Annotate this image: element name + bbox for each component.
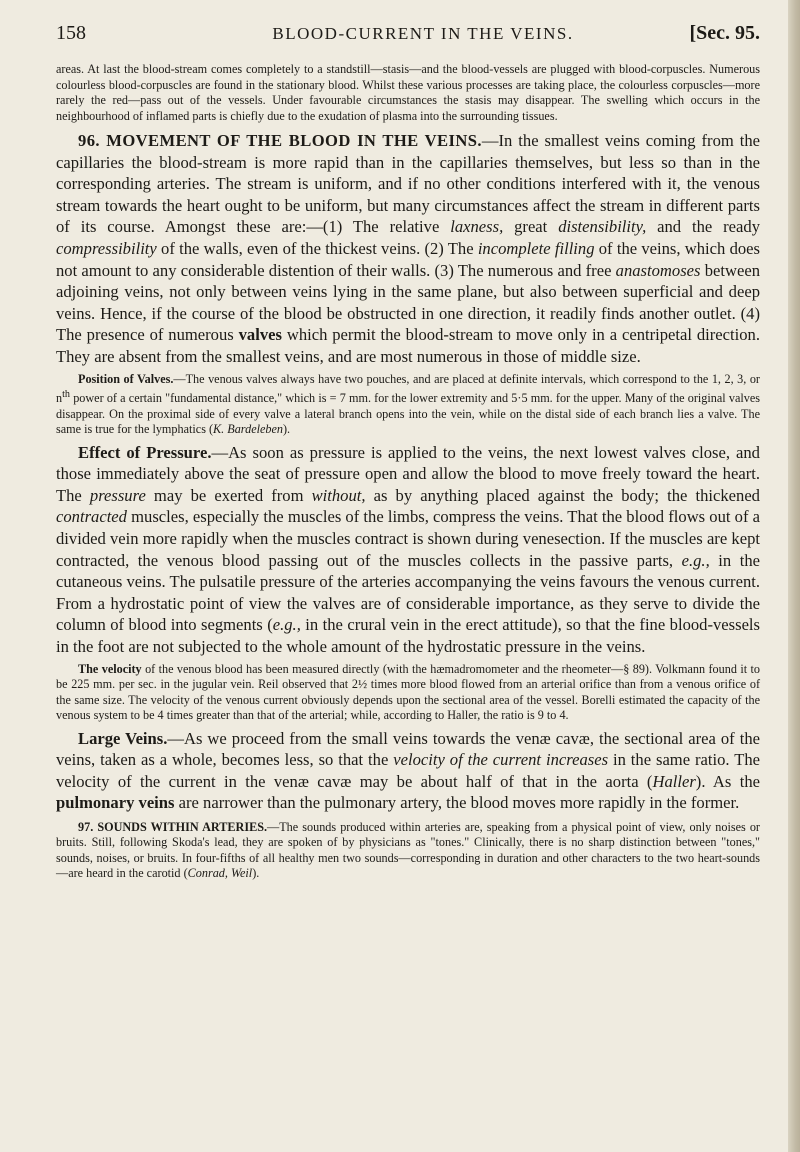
- large-veins-paragraph: Large Veins.—As we proceed from the small veins towards the venæ cavæ, the sectional area of the veins, taken as a whole, becomes less, so that the velocity of the current increases in the same ratio. The velocity of the current in the venæ cavæ may be about half of that in the aorta (Haller). As the pulmonary veins are narrower than the pulmonary artery, the blood moves more rapidly in the former.: [56, 728, 760, 813]
- paragraph-stasis: areas. At last the blood-stream comes completely to a standstill—stasis—and the blood-vessels are plugged with blood-corpuscles. Numerous colourless blood-corpuscles are found in the stationary blood. Whilst these various processes are taking place, the colourless corpuscles—more rarely the red—pass out of the vessels. Under favourable circumstances the stasis may disappear. The swelling which occurs in the neighbourhood of inflamed parts is chiefly due to the exudation of plasma into the surrounding tissues.: [56, 62, 760, 123]
- section-97-heading: 97. SOUNDS WITHIN ARTERIES.: [78, 819, 268, 834]
- section-97-paragraph: 97. SOUNDS WITHIN ARTERIES.—The sounds produced within arteries are, speaking from a physical point of view, only noises or bruits. Still, following Skoda's lead, they are spoken of by physicians as "tones." Clinically, there is no sharp distinction between "tones," sounds, noises, or bruits. In four-fifths of all healthy men two sounds—corresponding in duration and other characters to the two heart-sounds—are heard in the carotid (Conrad, Weil).: [56, 819, 760, 881]
- running-title: BLOOD-CURRENT IN THE VEINS.: [272, 24, 574, 43]
- section-reference: [Sec. 95.: [689, 22, 760, 44]
- effect-of-pressure-heading: Effect of Pressure.: [78, 442, 212, 462]
- page-header: [56, 22, 760, 62]
- section-96-heading: 96. MOVEMENT OF THE BLOOD IN THE VEINS.: [78, 131, 482, 150]
- velocity-heading: The velocity: [78, 661, 142, 676]
- large-veins-heading: Large Veins.: [78, 728, 168, 748]
- page-content: [56, 22, 760, 882]
- valves-position-heading: Position of Valves.: [78, 371, 174, 386]
- velocity-paragraph: The velocity of the venous blood has been measured directly (with the hæmadromometer and the rheometer—§ 89). Volkmann found it to be 225 mm. per sec. in the jugular vein. Reil observed that 2½ times more blood flowed from an arterial orifice than from a venous orifice of the same size. The velocity of the venous current obviously depends upon the sectional area of the vessel. Borelli estimated the capacity of the venous system to be 4 times greater than that of the arterial; while, according to Haller, the ratio is 9 to 4.: [56, 661, 760, 723]
- section-96-paragraph: 96. MOVEMENT OF THE BLOOD IN THE VEINS.—In the smallest veins coming from the capillaries the blood-stream is more rapid than in the capillaries themselves, but less so than in the corresponding arteries. The stream is uniform, and if no other conditions interfered with it, the venous stream towards the heart ought to be uniform, but many circumstances affect the stream in different parts of its course. Amongst these are:—(1) The relative laxness, great distensibility, and the ready compressibility of the walls, even of the thickest veins. (2) The incomplete filling of the veins, which does not amount to any considerable distention of their walls. (3) The numerous and free anastomoses between adjoining veins, not only between veins lying in the same plane, but also between superficial and deep veins. Hence, if the course of the blood be obstructed in one direction, it readily finds another outlet. (4) The presence of numerous valves which permit the blood-stream to move only in a centripetal direction. They are absent from the smallest veins, and are most numerous in those of middle size.: [56, 131, 761, 366]
- valves-position-paragraph: Position of Valves.—The venous valves always have two pouches, and are placed at definite intervals, which correspond to the 1, 2, 3, or $n^{th}$ power of a certain "fundamental distance," which is = 7 mm. for the lower extremity and 5·5 mm. for the upper. Many of the original valves disappear. On the proximal side of every valve a lateral branch opens into the vein, while on the distal side of each branch lies a valve. The same is true for the lymphatics (K. Bardeleben).: [56, 371, 760, 437]
- page-edge: [788, 0, 800, 1152]
- effect-of-pressure-paragraph: Effect of Pressure.—As soon as pressure is applied to the veins, the next lowest valves close, and those immediately above the seat of pressure open and allow the blood to move freely toward the heart. The pressure may be exerted from without, as by anything placed against the body; the thickened contracted muscles, especially the muscles of the limbs, compress the veins. That the blood flows out of a divided vein more rapidly when the muscles contract is shown during venesection. If the muscles are kept contracted, the venous blood passing out of the muscles collects in the passive parts, e.g., in the cutaneous veins. The pulsatile pressure of the arteries accompanying the veins favours the venous current. From a hydrostatic point of view the valves are of considerable importance, as they serve to divide the column of blood into segments (e.g., in the crural vein in the erect attitude), so that the fine blood-vessels in the foot are not subjected to the whole amount of the hydrostatic pressure in the veins.: [56, 442, 760, 656]
- page-number: 158: [56, 22, 86, 44]
